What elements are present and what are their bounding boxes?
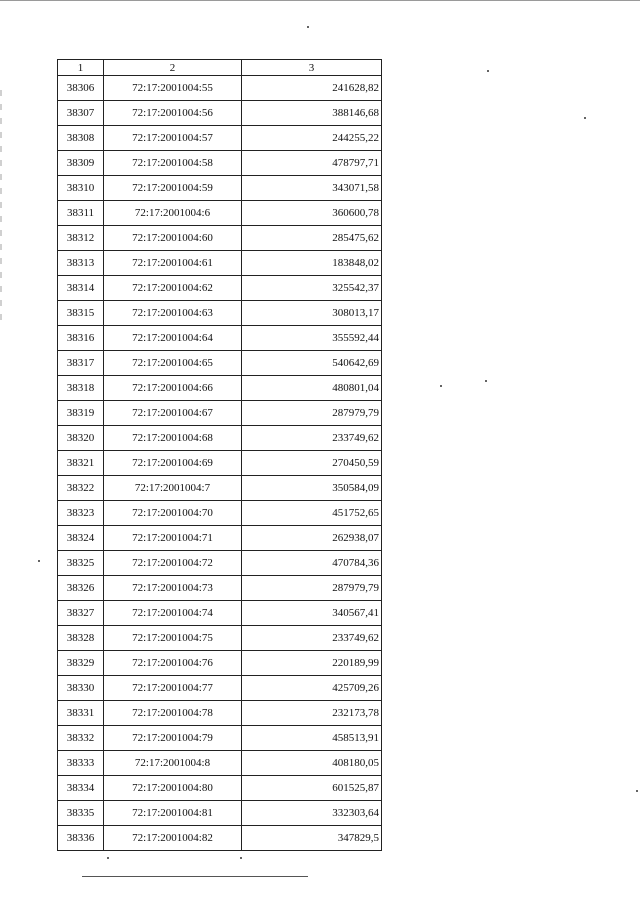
value-cell: 220189,99 — [242, 651, 382, 676]
row-number-cell: 38327 — [58, 601, 104, 626]
row-number-cell: 38333 — [58, 751, 104, 776]
scan-speck — [636, 790, 638, 792]
row-number-cell: 38310 — [58, 176, 104, 201]
row-number-cell: 38325 — [58, 551, 104, 576]
table-row — [58, 501, 382, 526]
value-cell: 470784,36 — [242, 551, 382, 576]
cadastral-number-cell: 72:17:2001004:66 — [104, 376, 242, 401]
value-cell: 347829,5 — [242, 826, 382, 851]
table-row — [58, 701, 382, 726]
table-row — [58, 526, 382, 551]
row-number-cell: 38318 — [58, 376, 104, 401]
table-row — [58, 351, 382, 376]
table-row — [58, 426, 382, 451]
cadastral-number-cell: 72:17:2001004:72 — [104, 551, 242, 576]
value-cell: 233749,62 — [242, 626, 382, 651]
table-row — [58, 251, 382, 276]
row-number-cell: 38321 — [58, 451, 104, 476]
row-number-cell: 38324 — [58, 526, 104, 551]
value-cell: 350584,09 — [242, 476, 382, 501]
table-row — [58, 776, 382, 801]
cadastral-number-cell: 72:17:2001004:56 — [104, 101, 242, 126]
value-cell: 270450,59 — [242, 451, 382, 476]
value-cell: 287979,79 — [242, 576, 382, 601]
table-row — [58, 476, 382, 501]
row-number-cell: 38336 — [58, 826, 104, 851]
row-number-cell: 38308 — [58, 126, 104, 151]
row-number-cell: 38323 — [58, 501, 104, 526]
value-cell: 233749,62 — [242, 426, 382, 451]
page-top-edge — [0, 0, 640, 1]
cadastral-number-cell: 72:17:2001004:67 — [104, 401, 242, 426]
table-header-row — [58, 60, 382, 76]
cadastral-number-cell: 72:17:2001004:70 — [104, 501, 242, 526]
table-row — [58, 151, 382, 176]
table-row — [58, 751, 382, 776]
row-number-cell: 38306 — [58, 76, 104, 101]
cadastral-number-cell: 72:17:2001004:62 — [104, 276, 242, 301]
value-cell: 262938,07 — [242, 526, 382, 551]
table-row — [58, 226, 382, 251]
table-row — [58, 551, 382, 576]
value-cell: 343071,58 — [242, 176, 382, 201]
cadastral-number-cell: 72:17:2001004:76 — [104, 651, 242, 676]
value-cell: 360600,78 — [242, 201, 382, 226]
value-cell: 285475,62 — [242, 226, 382, 251]
cadastral-number-cell: 72:17:2001004:77 — [104, 676, 242, 701]
cadastral-number-cell: 72:17:2001004:78 — [104, 701, 242, 726]
scan-speck — [307, 26, 309, 28]
row-number-cell: 38334 — [58, 776, 104, 801]
value-cell: 480801,04 — [242, 376, 382, 401]
value-cell: 287979,79 — [242, 401, 382, 426]
value-cell: 340567,41 — [242, 601, 382, 626]
cadastral-number-cell: 72:17:2001004:7 — [104, 476, 242, 501]
cadastral-number-cell: 72:17:2001004:69 — [104, 451, 242, 476]
scan-speck — [38, 560, 40, 562]
scan-speck — [107, 857, 109, 859]
value-cell: 308013,17 — [242, 301, 382, 326]
table-row — [58, 126, 382, 151]
table-body — [58, 76, 382, 851]
table-row — [58, 326, 382, 351]
cadastral-number-cell: 72:17:2001004:81 — [104, 801, 242, 826]
row-number-cell: 38330 — [58, 676, 104, 701]
cadastral-number-cell: 72:17:2001004:55 — [104, 76, 242, 101]
cadastral-number-cell: 72:17:2001004:60 — [104, 226, 242, 251]
table-row — [58, 451, 382, 476]
table-row — [58, 276, 382, 301]
table-row — [58, 801, 382, 826]
value-cell: 332303,64 — [242, 801, 382, 826]
cadastral-number-cell: 72:17:2001004:58 — [104, 151, 242, 176]
scan-speck — [485, 380, 487, 382]
column-header-1: 1 — [58, 60, 104, 76]
scan-speck — [584, 117, 586, 119]
value-cell: 540642,69 — [242, 351, 382, 376]
cadastral-number-cell: 72:17:2001004:79 — [104, 726, 242, 751]
row-number-cell: 38319 — [58, 401, 104, 426]
cadastral-number-cell: 72:17:2001004:75 — [104, 626, 242, 651]
row-number-cell: 38315 — [58, 301, 104, 326]
table-row — [58, 401, 382, 426]
row-number-cell: 38331 — [58, 701, 104, 726]
row-number-cell: 38335 — [58, 801, 104, 826]
row-number-cell: 38316 — [58, 326, 104, 351]
scan-speck — [440, 385, 442, 387]
row-number-cell: 38320 — [58, 426, 104, 451]
table-row — [58, 576, 382, 601]
cadastral-value-table — [57, 59, 382, 851]
cadastral-number-cell: 72:17:2001004:8 — [104, 751, 242, 776]
table-row — [58, 601, 382, 626]
scan-speck — [240, 857, 242, 859]
cadastral-number-cell: 72:17:2001004:73 — [104, 576, 242, 601]
value-cell: 408180,05 — [242, 751, 382, 776]
cadastral-number-cell: 72:17:2001004:68 — [104, 426, 242, 451]
scan-speck — [487, 70, 489, 72]
row-number-cell: 38322 — [58, 476, 104, 501]
value-cell: 425709,26 — [242, 676, 382, 701]
table-row — [58, 676, 382, 701]
cadastral-number-cell: 72:17:2001004:59 — [104, 176, 242, 201]
footer-rule — [82, 876, 308, 877]
row-number-cell: 38314 — [58, 276, 104, 301]
table-row — [58, 301, 382, 326]
row-number-cell: 38326 — [58, 576, 104, 601]
table-row — [58, 626, 382, 651]
row-number-cell: 38328 — [58, 626, 104, 651]
table-row — [58, 376, 382, 401]
cadastral-number-cell: 72:17:2001004:71 — [104, 526, 242, 551]
table-row — [58, 201, 382, 226]
cadastral-number-cell: 72:17:2001004:61 — [104, 251, 242, 276]
value-cell: 478797,71 — [242, 151, 382, 176]
row-number-cell: 38311 — [58, 201, 104, 226]
column-header-2: 2 — [104, 60, 242, 76]
table-row — [58, 726, 382, 751]
value-cell: 451752,65 — [242, 501, 382, 526]
value-cell: 241628,82 — [242, 76, 382, 101]
row-number-cell: 38332 — [58, 726, 104, 751]
table-row — [58, 101, 382, 126]
column-header-3: 3 — [242, 60, 382, 76]
row-number-cell: 38312 — [58, 226, 104, 251]
value-cell: 183848,02 — [242, 251, 382, 276]
value-cell: 601525,87 — [242, 776, 382, 801]
table-row — [58, 76, 382, 101]
cadastral-number-cell: 72:17:2001004:57 — [104, 126, 242, 151]
table-row — [58, 651, 382, 676]
cadastral-number-cell: 72:17:2001004:74 — [104, 601, 242, 626]
value-cell: 232173,78 — [242, 701, 382, 726]
table-row — [58, 176, 382, 201]
cadastral-number-cell: 72:17:2001004:63 — [104, 301, 242, 326]
cadastral-number-cell: 72:17:2001004:65 — [104, 351, 242, 376]
cadastral-number-cell: 72:17:2001004:80 — [104, 776, 242, 801]
value-cell: 458513,91 — [242, 726, 382, 751]
table-row — [58, 826, 382, 851]
value-cell: 325542,37 — [242, 276, 382, 301]
cadastral-number-cell: 72:17:2001004:6 — [104, 201, 242, 226]
scan-edge-artifact — [0, 90, 2, 320]
row-number-cell: 38313 — [58, 251, 104, 276]
cadastral-number-cell: 72:17:2001004:82 — [104, 826, 242, 851]
value-cell: 388146,68 — [242, 101, 382, 126]
row-number-cell: 38329 — [58, 651, 104, 676]
value-cell: 355592,44 — [242, 326, 382, 351]
value-cell: 244255,22 — [242, 126, 382, 151]
cadastral-number-cell: 72:17:2001004:64 — [104, 326, 242, 351]
row-number-cell: 38309 — [58, 151, 104, 176]
row-number-cell: 38317 — [58, 351, 104, 376]
row-number-cell: 38307 — [58, 101, 104, 126]
